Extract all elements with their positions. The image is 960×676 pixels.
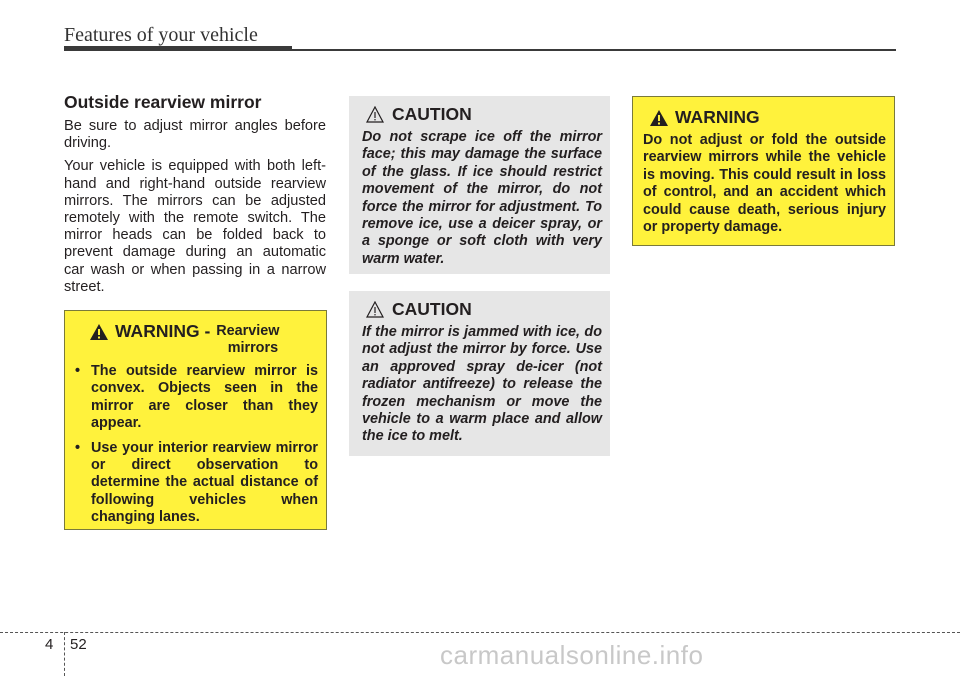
- warning-text: Do not adjust or fold the outside rearview mirrors while the vehicle is moving. This could result in loss of control, and an accident which could cause death, serious injury or property damage.: [643, 132, 886, 236]
- warning-rearview-list: [75, 363, 318, 527]
- warning-triangle-icon: [89, 323, 109, 341]
- chapter-number: 4: [45, 636, 54, 653]
- caution-jammed-header: [362, 299, 602, 320]
- header-title: Features of your vehicle: [64, 24, 258, 46]
- caution-triangle-icon: [366, 106, 384, 123]
- warning-fold-header: [643, 107, 886, 128]
- footer-rule: [0, 632, 960, 633]
- warning-rearview-subtitle-line: Rearview: [216, 323, 280, 339]
- caution-scrape-box: [349, 96, 610, 274]
- caution-triangle-icon: [366, 301, 384, 318]
- section-body: [64, 118, 326, 302]
- bullet-glyph: •: [75, 363, 81, 379]
- section-heading: Outside rearview mirror: [64, 92, 262, 112]
- list-item: [75, 440, 318, 527]
- caution-text: Do not scrape ice off the mirror face; this may damage the surface of the glass. If ice should restrict movement of the mirror, do not force the mirror for adjustment. To remove ice, use a deicer spray, or a sponge or soft cloth with very warm water.: [362, 129, 602, 267]
- bullet-glyph: •: [75, 439, 81, 456]
- list-item-text: The outside rearview mirror is convex. Objects seen in the mirror are closer than they appear.: [91, 363, 318, 432]
- list-item: [75, 363, 318, 433]
- warning-rearview-title: WARNING -: [115, 321, 211, 341]
- header-rule-thin: [292, 49, 896, 51]
- body-paragraph: Your vehicle is equipped with both left-hand and right-hand outside rearview mirrors. The mirrors can be adjusted remotely with the remote switch. The mirror heads can be folded back to prevent damage during an automatic car wash or when passing in a narrow street.: [64, 158, 326, 295]
- caution-title: CAUTION: [392, 104, 472, 124]
- warning-rearview-header: [75, 321, 318, 357]
- warning-rearview-subtitle: [216, 321, 279, 357]
- warning-rearview-subtitle-line: mirrors: [227, 340, 279, 356]
- caution-title: CAUTION: [392, 299, 472, 319]
- watermark: carmanualsonline.info: [440, 640, 704, 670]
- warning-triangle-icon: [649, 109, 669, 127]
- warning-title: WARNING: [675, 107, 760, 127]
- list-item-text: Use your interior rearview mirror or direct observation to determine the actual distance of following vehicles when changing lanes.: [91, 439, 318, 526]
- caution-jammed-box: [349, 291, 610, 456]
- page-number: 52: [70, 636, 87, 653]
- warning-fold-box: [632, 96, 895, 246]
- header-rule-thick: [64, 46, 292, 51]
- caution-text: If the mirror is jammed with ice, do not adjust the mirror by force. Use an approved spray de-icer (not radiator antifreeze) to release the frozen mechanism or move the vehicle to a warm place and allow the ice to melt.: [362, 324, 602, 445]
- caution-scrape-header: [362, 104, 602, 125]
- warning-rearview-box: [64, 310, 327, 530]
- body-paragraph: Be sure to adjust mirror angles before driving.: [64, 118, 326, 152]
- footer-divider: [64, 632, 65, 676]
